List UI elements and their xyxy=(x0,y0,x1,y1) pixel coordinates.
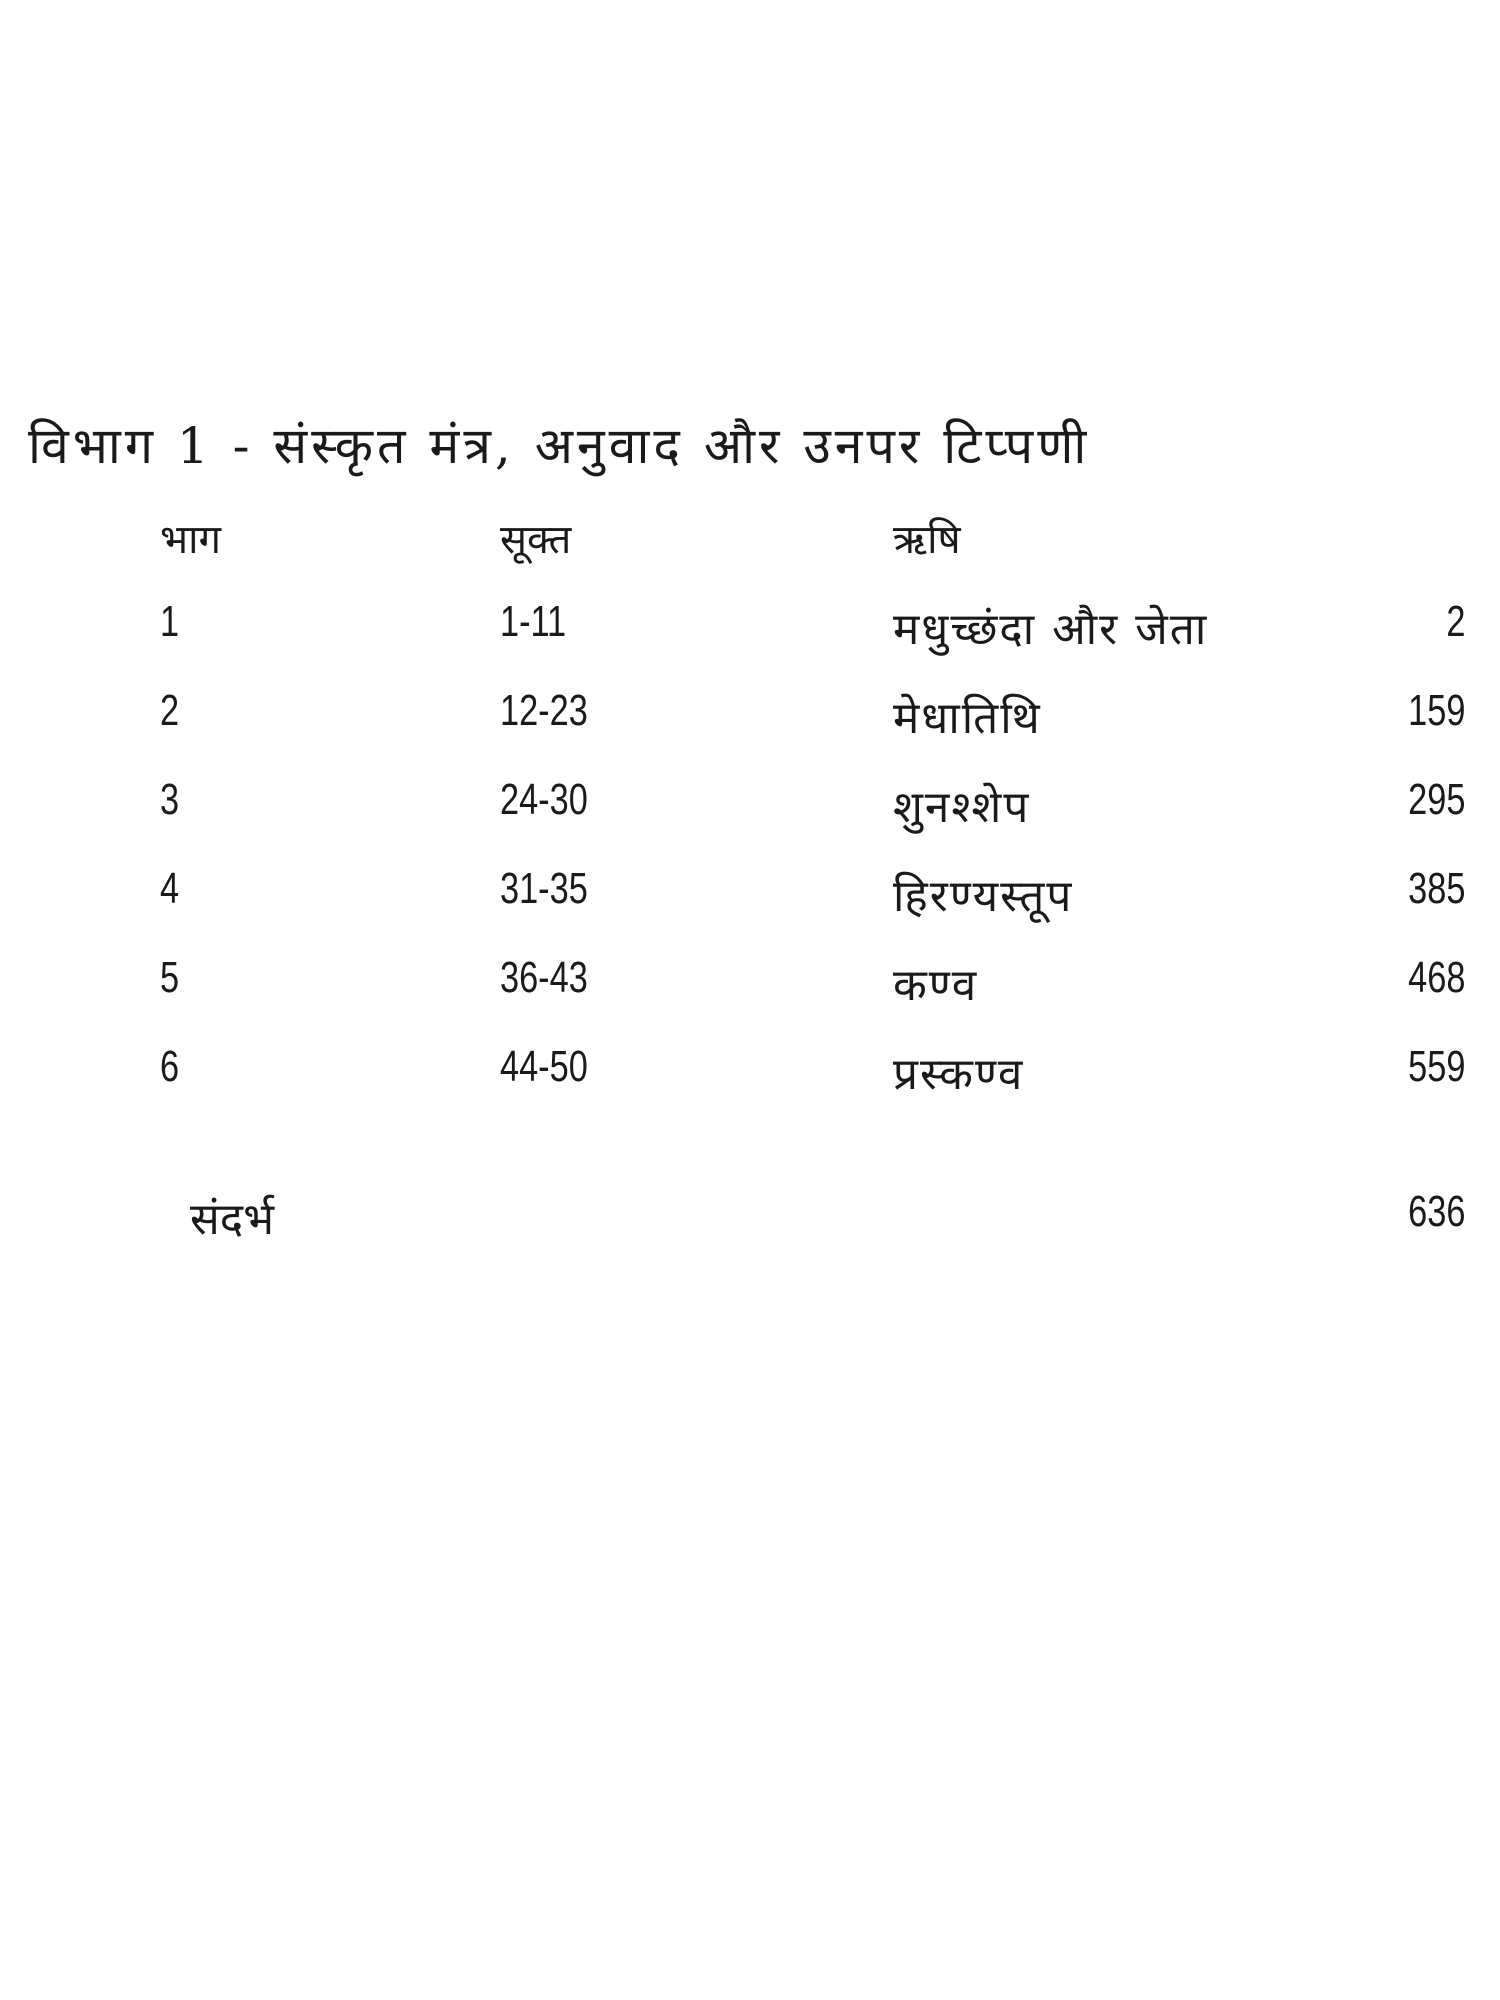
table-row xyxy=(0,953,1500,1017)
part-number: 2 xyxy=(160,686,180,735)
sukta-range: 31-35 xyxy=(500,864,588,913)
rishi-name: मधुच्छंदा और जेता xyxy=(893,604,1209,655)
rishi-name: मेधातिथि xyxy=(893,693,1042,744)
page-number: 559 xyxy=(1407,1042,1465,1091)
table-row xyxy=(0,775,1500,839)
part-number: 1 xyxy=(160,597,180,646)
section-heading: विभाग 1 - संस्कृत मंत्र, अनुवाद और उनपर टिप्पणी xyxy=(28,417,1091,475)
sukta-range: 44-50 xyxy=(500,1042,588,1091)
part-number: 5 xyxy=(160,953,180,1002)
page-number: 159 xyxy=(1407,686,1465,735)
header-sukta: सूक्त xyxy=(500,517,572,563)
sukta-range: 36-43 xyxy=(500,953,588,1002)
rishi-name: कण्व xyxy=(893,960,979,1011)
header-part: भाग xyxy=(160,517,221,563)
part-number: 6 xyxy=(160,1042,180,1091)
page-number: 468 xyxy=(1407,953,1465,1002)
references-label: संदर्भ xyxy=(190,1194,275,1245)
part-number: 3 xyxy=(160,775,180,824)
sukta-range: 12-23 xyxy=(500,686,588,735)
table-row xyxy=(0,1042,1500,1106)
header-rishi: ऋषि xyxy=(893,517,961,563)
page-number: 2 xyxy=(1445,597,1465,646)
table-row xyxy=(0,864,1500,928)
rishi-name: हिरण्यस्तूप xyxy=(893,871,1074,922)
page-number: 295 xyxy=(1407,775,1465,824)
sukta-range: 24-30 xyxy=(500,775,588,824)
table-header-row xyxy=(0,510,1500,574)
table-row xyxy=(0,597,1500,661)
part-number: 4 xyxy=(160,864,180,913)
page-number: 385 xyxy=(1407,864,1465,913)
rishi-name: प्रस्कण्व xyxy=(893,1049,1025,1100)
references-page-number: 636 xyxy=(1407,1187,1465,1236)
rishi-name: शुनश्शेप xyxy=(893,782,1031,833)
references-row xyxy=(0,1187,1500,1251)
table-row xyxy=(0,686,1500,750)
sukta-range: 1-11 xyxy=(500,597,567,646)
